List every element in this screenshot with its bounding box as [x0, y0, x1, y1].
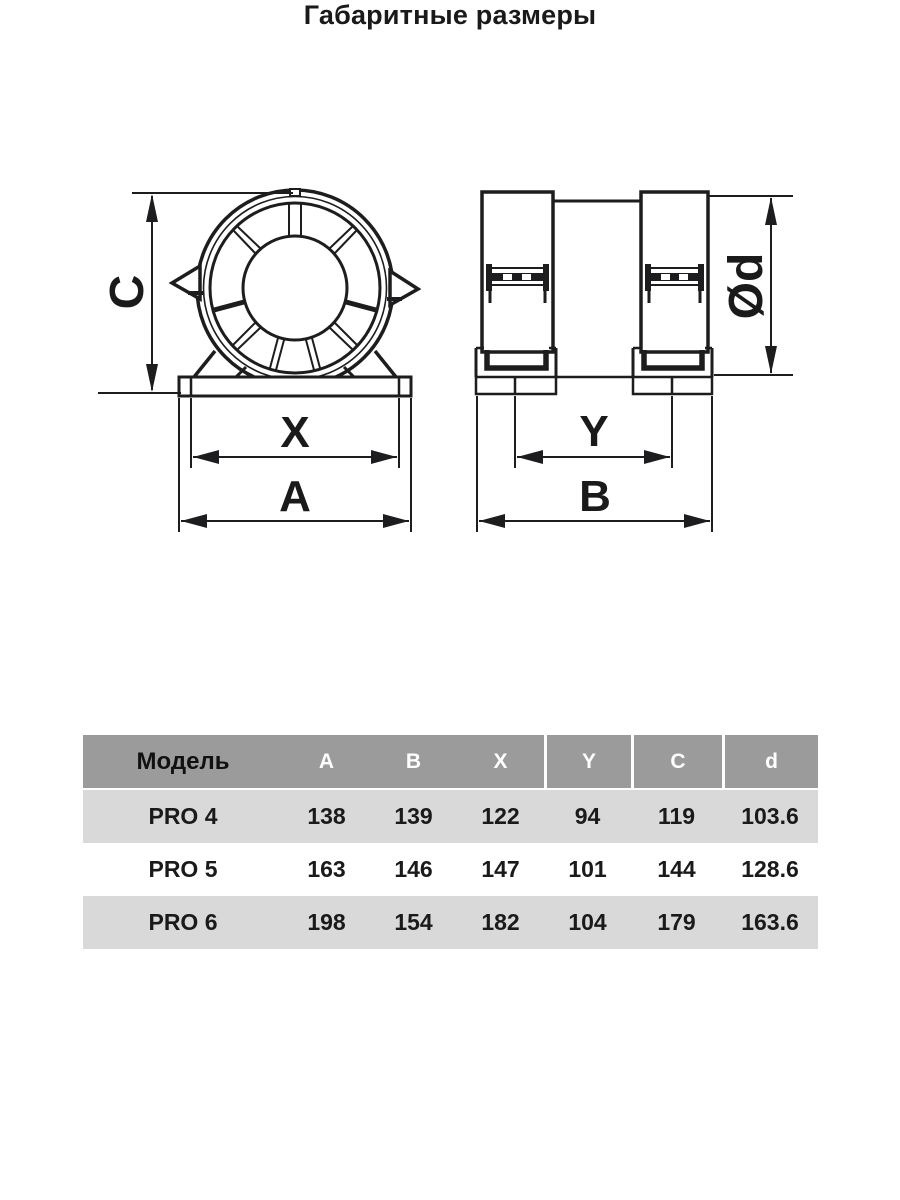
dimensions-table: [83, 735, 818, 949]
foot-left: [476, 348, 556, 394]
cell-value: 146: [394, 856, 433, 882]
cell-value: 128.6: [741, 856, 799, 882]
label-diameter: Ød: [719, 252, 773, 320]
cell-value: 154: [394, 909, 433, 935]
foot-right: [633, 348, 712, 394]
col-header-y: Y: [544, 735, 631, 788]
col-header-d: d: [722, 735, 818, 788]
cell-value: 101: [568, 856, 607, 882]
cell-value: 103.6: [741, 803, 799, 829]
cell-value: 163: [307, 856, 346, 882]
cell-value: 139: [394, 803, 433, 829]
arrowhead-right: [371, 450, 397, 464]
label-a: A: [279, 472, 311, 521]
fan-hub: [243, 236, 347, 340]
cell-value: 122: [481, 803, 520, 829]
col-header-x: X: [493, 749, 508, 773]
label-y: Y: [579, 407, 609, 456]
cell-value: 147: [481, 856, 520, 882]
cell-value: 138: [307, 803, 346, 829]
page-title: Габаритные размеры: [303, 0, 597, 30]
cell-value: 104: [568, 909, 607, 935]
cell-value: 179: [657, 909, 696, 935]
table-row: [83, 790, 818, 843]
mount-tab-left: [172, 266, 203, 299]
cell-value: 119: [657, 803, 696, 829]
table-row: [83, 843, 818, 896]
cell-value: 163.6: [741, 909, 799, 935]
cell-value: 198: [307, 909, 346, 935]
mount-tab-right: [387, 271, 418, 305]
arrowhead-down: [146, 364, 158, 392]
cell-value: 182: [481, 909, 520, 935]
col-header-c: C: [631, 735, 722, 788]
table-row: [83, 896, 818, 949]
flange-right: [641, 192, 708, 352]
side-view: [476, 192, 712, 394]
flange-left: [482, 192, 553, 352]
cell-model: PRO 6: [148, 909, 218, 935]
label-x: X: [280, 408, 310, 457]
cell-model: PRO 5: [148, 856, 218, 882]
cell-value: 144: [657, 856, 696, 882]
table-header-row: [83, 735, 818, 790]
cell-model: PRO 4: [148, 803, 218, 829]
base-plate: [179, 377, 411, 396]
col-header-model: Модель: [136, 747, 230, 775]
front-view: [172, 189, 418, 396]
col-header-b: B: [405, 749, 422, 773]
arrowhead-up: [146, 194, 158, 222]
col-header-a: A: [318, 749, 335, 773]
label-c: C: [100, 274, 154, 310]
label-b: B: [579, 472, 611, 521]
arrowhead-left: [193, 450, 219, 464]
cell-value: 94: [574, 803, 601, 829]
